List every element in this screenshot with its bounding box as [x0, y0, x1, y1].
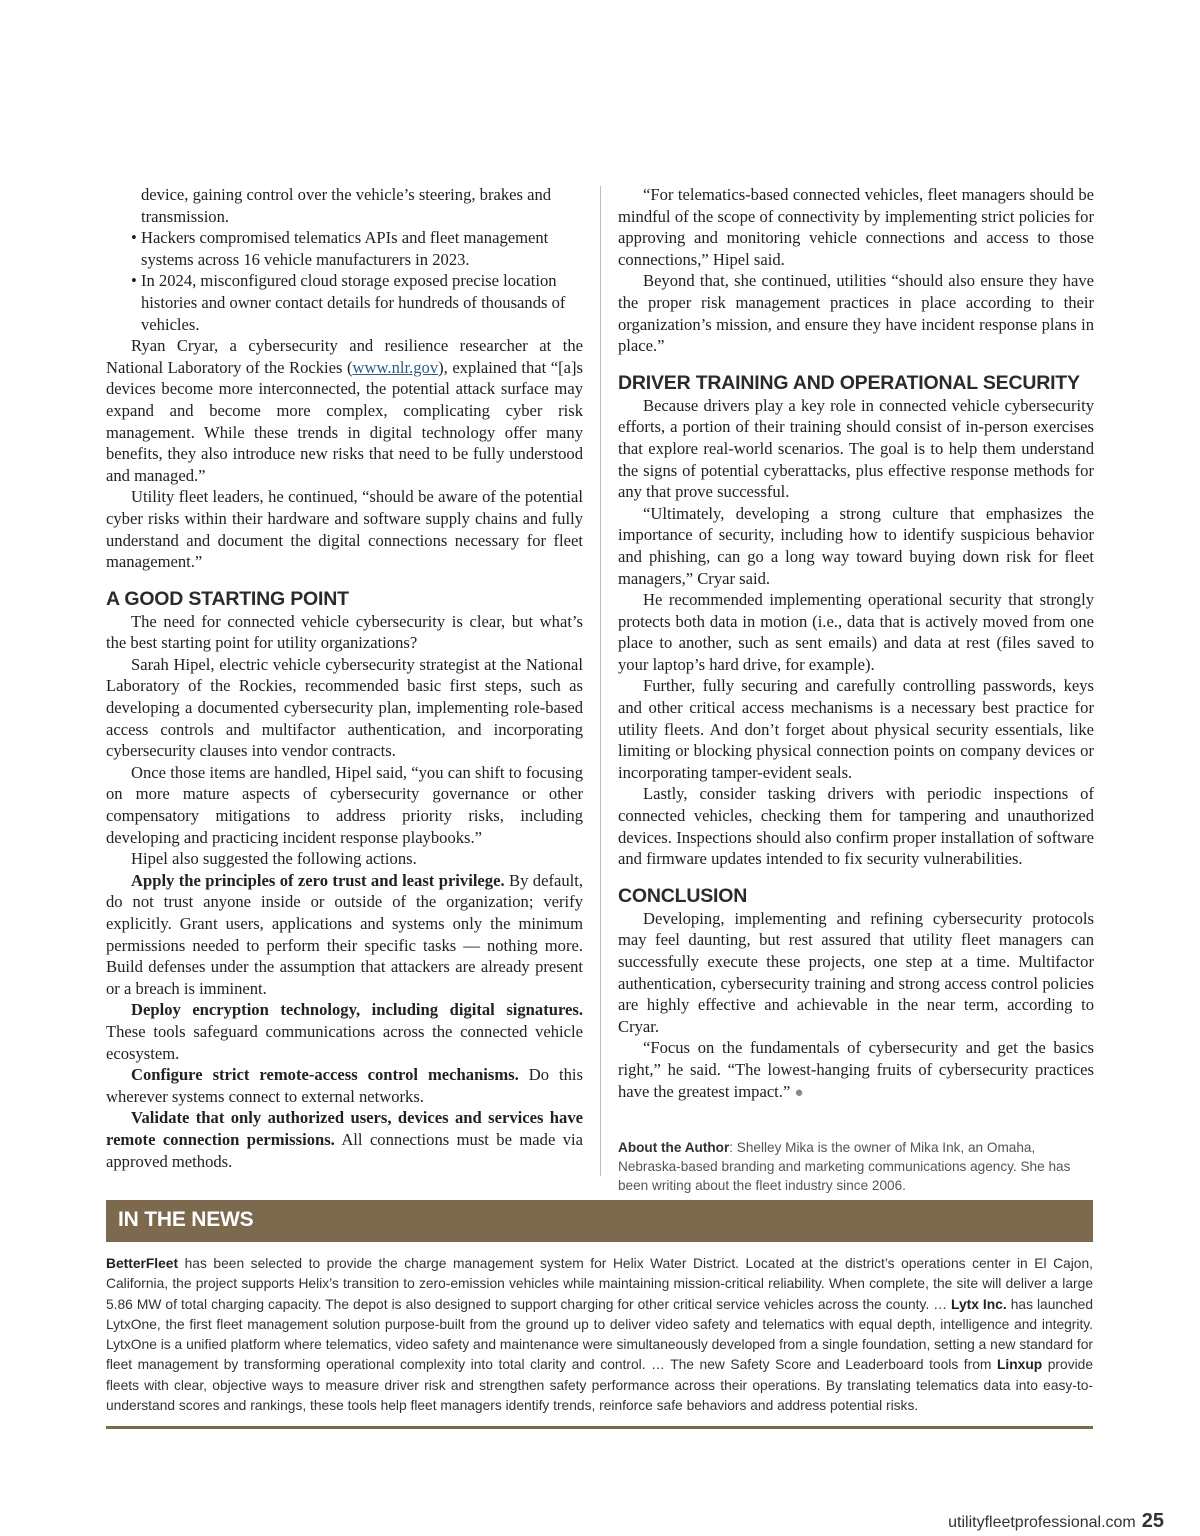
left-column	[106, 184, 583, 1172]
column-divider	[600, 186, 601, 1176]
page-number: 25	[1141, 1510, 1164, 1532]
paragraph-telematics: “For telematics-based connected vehicles, fleet managers should be mindful of the scope of connectivity by implementing strict policies for approving and monitoring vehicle connections and access to those connections,” Hipel said.	[618, 185, 1094, 269]
end-mark-icon: ●	[794, 1084, 804, 1101]
news-title: IN THE NEWS	[118, 1208, 254, 1231]
news-text: has been selected to provide the charge management system for Helix Water District. Located at the district’s operations center in El Cajon, California, the project supports Helix’s transition to zero-emission vehicles while maintaining mission-critical reliability. When complete, the site will deliver a large 5.86 MW of total charging capacity. The depot is also designed to support charging for other critical service vehicles across the county. …	[106, 1256, 1093, 1312]
bullet-item: • In 2024, misconfigured cloud storage exposed precise location histories and owner contact details for hundreds of thousands of vehicles.	[131, 271, 566, 334]
bullet-item: • Hackers compromised telematics APIs and fleet management systems across 16 vehicle manufacturers in 2023.	[131, 228, 549, 269]
nlr-link[interactable]: www.nlr.gov	[352, 357, 439, 377]
text-span: Do this wherever systems connect to external networks.	[106, 1065, 583, 1106]
news-text: has launched LytxOne, the first fleet management solution purpose-built from the ground up to deliver video safety and telematics with equal depth, intelligence and integrity. LytxOne is a unified platform where telematics, video safety and maintenance were simultaneously developed from a single foundation, setting a new standard for fleet management by transforming operational complexity into total clarity and control. … The new Safety Score and Leaderboard tools from	[106, 1296, 1093, 1373]
bullet-continuation: device, gaining control over the vehicle’s steering, brakes and transmission.	[141, 185, 552, 226]
paragraph-beyond: Beyond that, she continued, utilities “should also ensure they have the proper risk management practices in place according to their organization’s mission, and ensure they have incident response plans in place.”	[618, 271, 1094, 356]
paragraph-lastly: Lastly, consider tasking drivers with periodic inspections of connected vehicles, checking them for tampering and unauthorized devices. Inspections should also confirm proper installation of software and firmware updates intended to fix security vulnerabilities.	[618, 784, 1094, 869]
paragraph-validate	[106, 1107, 583, 1172]
heading-good-starting-point: A GOOD STARTING POINT	[106, 587, 349, 610]
bold-lead: Configure strict remote-access control mechanisms.	[131, 1065, 519, 1085]
page-footer	[948, 1510, 1164, 1533]
text-span: These tools safeguard communications across the connected vehicle ecosystem.	[106, 1021, 583, 1063]
in-the-news-banner	[106, 1200, 1093, 1242]
heading-conclusion: CONCLUSION	[618, 884, 748, 907]
paragraph-hipel: Sarah Hipel, electric vehicle cybersecurity strategist at the National Laboratory of the Rockies, recommended basic first steps, such as developing a documented cybersecurity plan, implementing role-based access controls and multifactor authentication, and incorporating cybersecurity clauses into vendor contracts.	[106, 654, 583, 761]
paragraph-because: Because drivers play a key role in connected vehicle cybersecurity efforts, a portion of their training should consist of in-person exercises that explore real-world scenarios. The goal is to help them understand the signs of potential cyberattacks, plus effective response methods for any that prove successful.	[618, 395, 1094, 502]
paragraph-ultimately: “Ultimately, developing a strong culture that emphasizes the importance of security, including how to identify suspicious behavior and phishing, can go a long way toward buying down risk for fleet managers,” Cryar said.	[618, 503, 1094, 588]
author-label: About the Author	[618, 1140, 730, 1156]
news-body	[106, 1254, 1093, 1416]
text-span: All connections must be made via approved methods.	[106, 1129, 583, 1171]
paragraph-leaders: Utility fleet leaders, he continued, “should be aware of the potential cyber risks within their hardware and software supply chains and fully understand and document the digital connections necessary for fleet management.”	[106, 487, 583, 572]
paragraph-recommended: He recommended implementing operational security that strongly protects both data in motion (i.e., data that is actively moved from one place to another, such as sent emails) and data at rest (files saved to your laptop’s hard drive, for example).	[618, 590, 1094, 674]
news-text: provide fleets with clear, objective ways to measure driver risk and strengthen safety performance across their operations. By translating telematics data into easy-to-understand scores and rankings, these tools help fleet managers identify trends, reinforce safe behaviors and address potential risks.	[106, 1357, 1094, 1414]
author-text: : Shelley Mika is the owner of Mika Ink, an Omaha, Nebraska-based branding and marketing communications agency. She has been writing about the fleet industry since 2006.	[618, 1140, 1071, 1194]
text-span: ), explained that “[a]s devices become more interconnected, the potential attack surface may expand and become more complex, complicating cyber risk management. While these trends in digital technology offer many benefits, they also introduce new risks that need to be fully understood and managed.”	[106, 357, 583, 485]
news-bottom-rule	[106, 1426, 1093, 1429]
about-the-author	[618, 1138, 1094, 1195]
paragraph-focus	[618, 1037, 1094, 1104]
footer-site: utilityfleetprofessional.com	[948, 1514, 1136, 1531]
bold-lead: Validate that only authorized users, devices and services have remote connection permissions.	[106, 1108, 583, 1149]
bold-lead: Apply the principles of zero trust and least privilege.	[131, 870, 505, 890]
paragraph-cryar	[106, 335, 583, 486]
paragraph-once: Once those items are handled, Hipel said, “you can shift to focusing on more mature aspects of cybersecurity governance or other compensatory mitigations to address priority risks, including developing and practicing incident response playbooks.”	[106, 762, 583, 847]
paragraph-suggested: Hipel also suggested the following actions.	[131, 849, 417, 869]
text-span: By default, do not trust anyone inside or outside of the organization; verify explicitly. Grant users, applications and systems only the minimum permissions needed to perform their specific tasks — nothing more. Build defenses under the assumption that attackers are already present or a breach is imminent.	[106, 870, 583, 998]
heading-driver-training: DRIVER TRAINING AND OPERATIONAL SECURITY	[618, 371, 1080, 394]
paragraph-need: The need for connected vehicle cybersecurity is clear, but what’s the best starting point for utility organizations?	[106, 611, 583, 653]
company-betterfleet: BetterFleet	[106, 1256, 179, 1271]
paragraph-remote-access	[106, 1064, 583, 1107]
paragraph-zero-trust	[106, 870, 583, 1000]
company-linxup: Linxup	[996, 1357, 1043, 1373]
text-span: “Focus on the fundamentals of cybersecurity and get the basics right,” he said. “The lowest-hanging fruits of cybersecurity practices have the greatest impact.”	[618, 1038, 1094, 1101]
right-column	[618, 184, 1094, 1195]
paragraph-developing: Developing, implementing and refining cybersecurity protocols may feel daunting, but rest assured that utility fleet managers can successfully execute these projects, one step at a time. Multifactor authentication, cybersecurity training and strong access control policies are highly effective and achievable in the near term, according to Cryar.	[618, 908, 1094, 1036]
company-lytx: Lytx Inc.	[951, 1296, 1007, 1312]
paragraph-further: Further, fully securing and carefully controlling passwords, keys and other critical access mechanisms is a necessary best practice for utility fleets. And don’t forget about physical security essentials, like limiting or blocking physical connection points on company devices or incorporating tamper-evident seals.	[618, 676, 1094, 782]
text-span: Ryan Cryar, a cybersecurity and resilience researcher at the National Laboratory of the Rockies (	[106, 336, 583, 377]
bold-lead: Deploy encryption technology, including digital signatures.	[131, 1000, 583, 1020]
paragraph-encryption	[106, 999, 583, 1064]
